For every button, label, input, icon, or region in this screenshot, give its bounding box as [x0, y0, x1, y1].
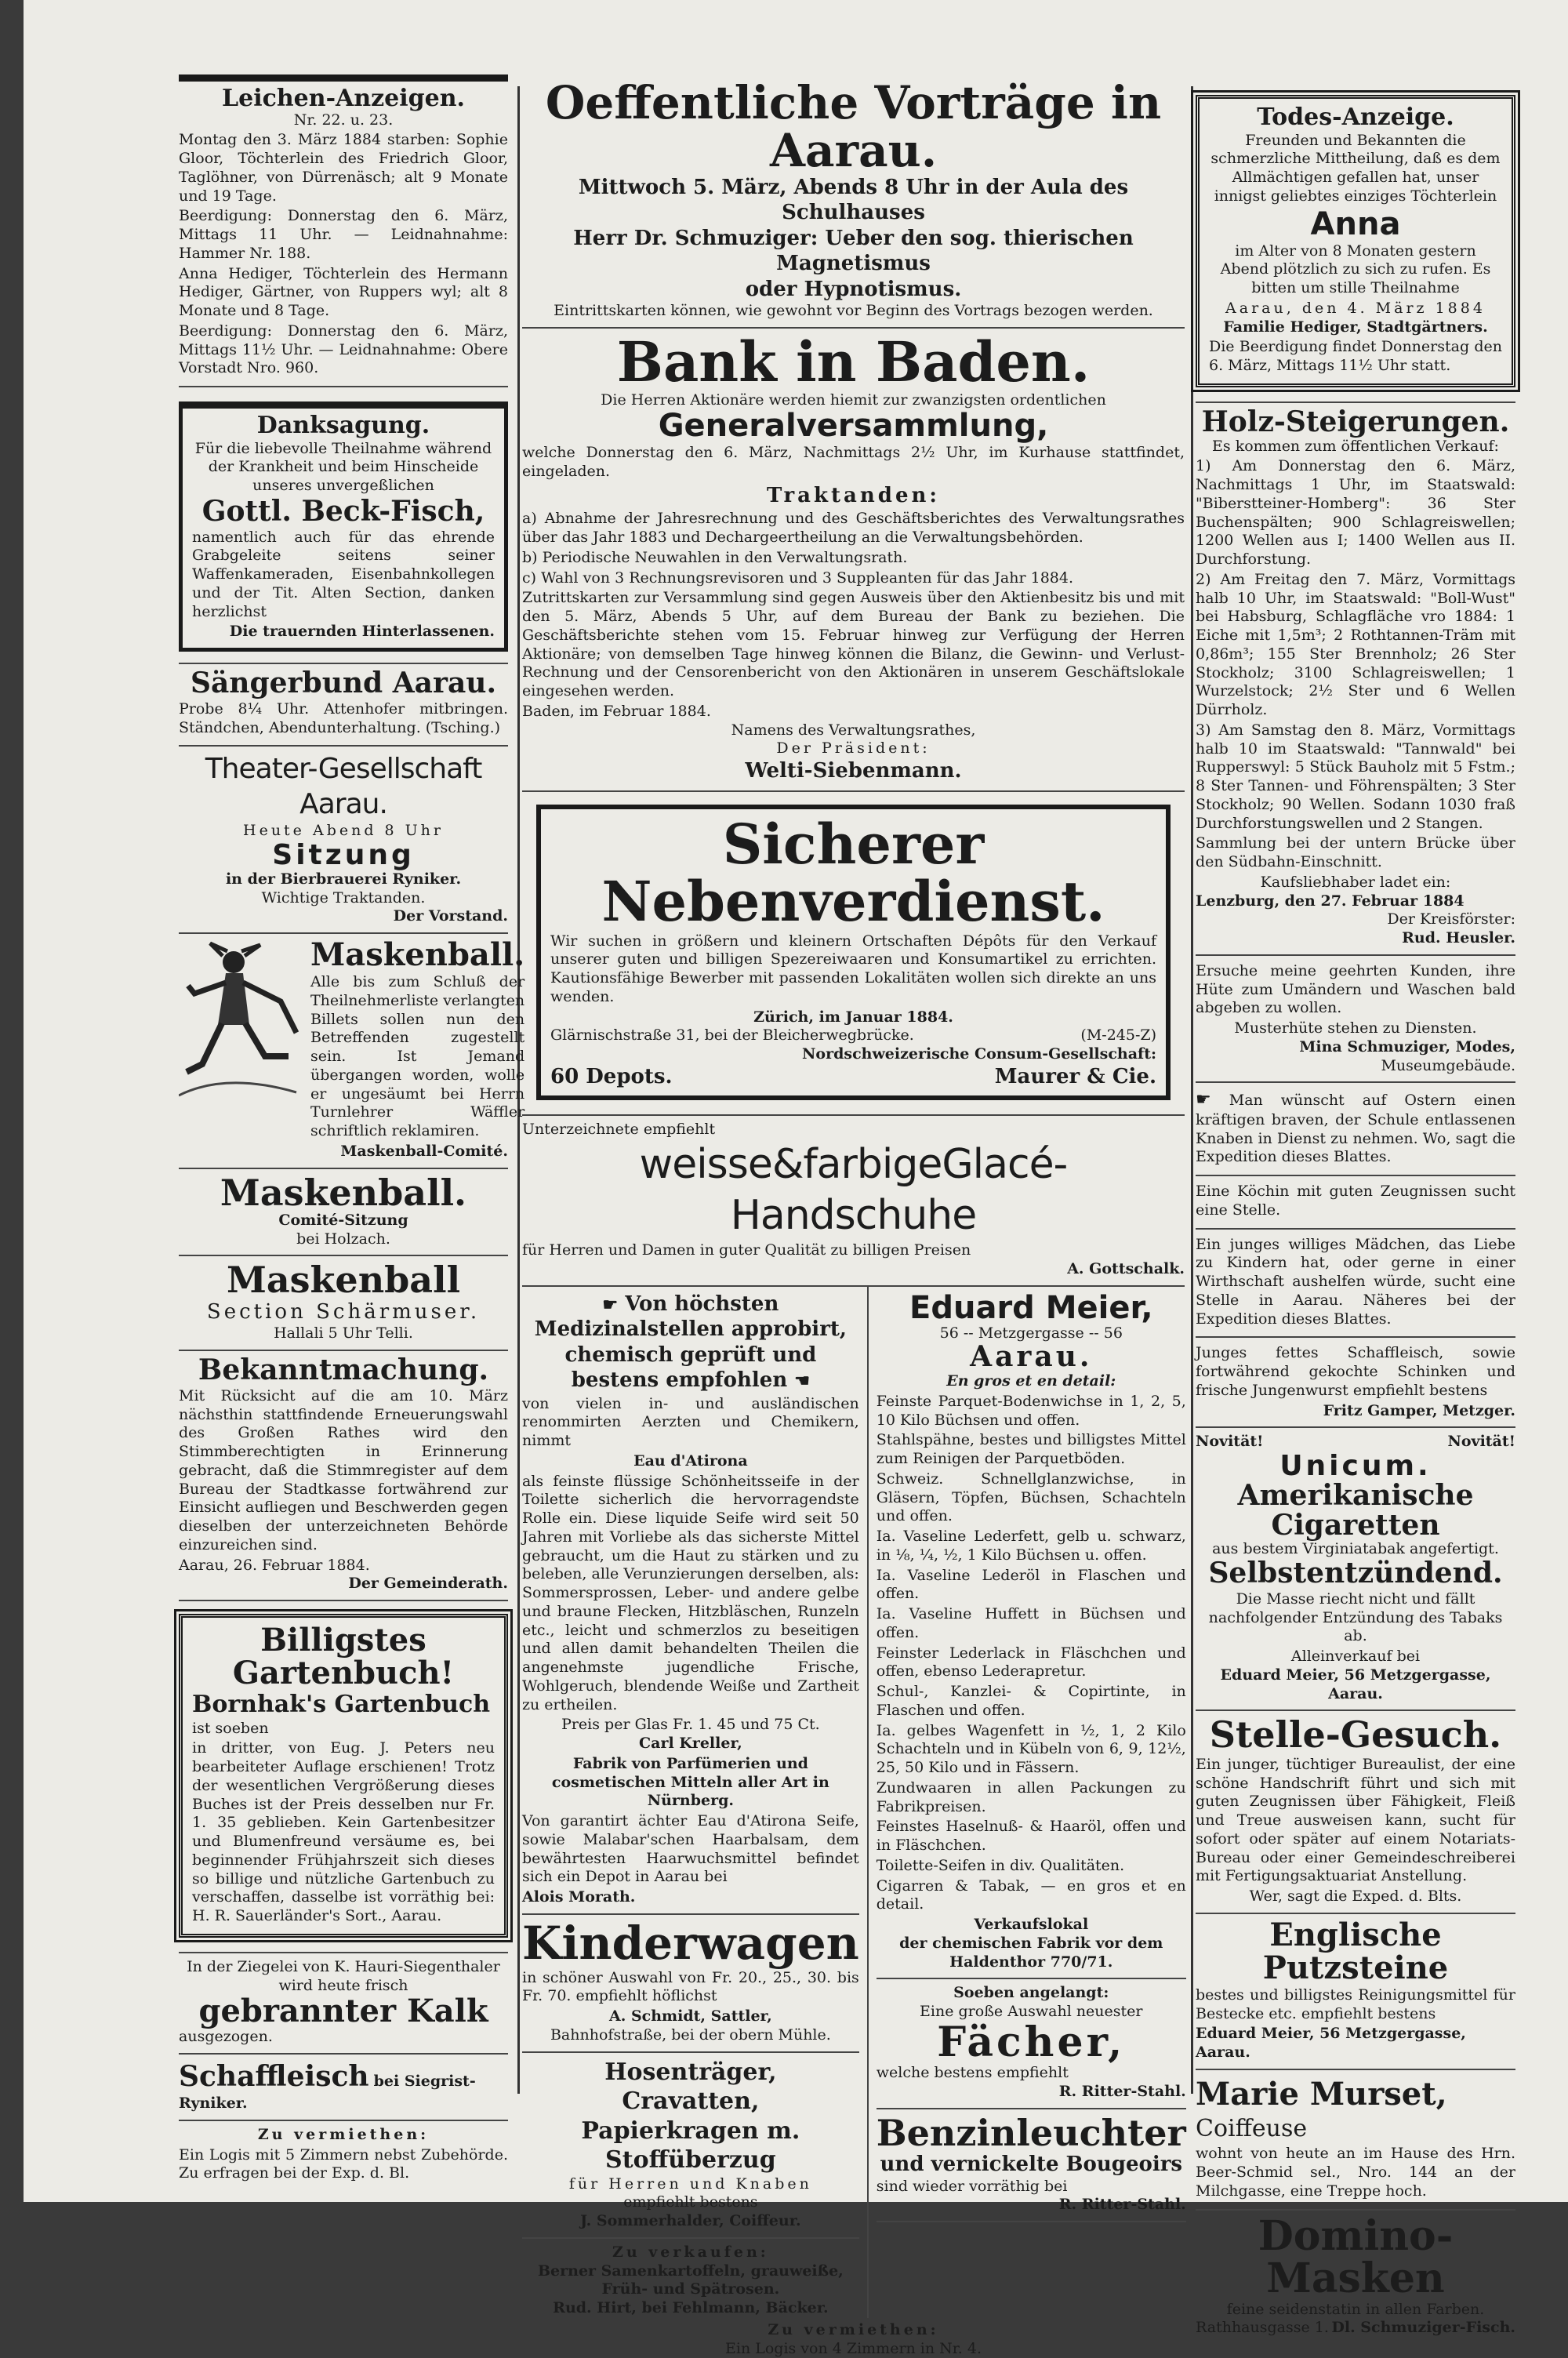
cigaretten-line-2: Selbstentzündend. — [1208, 1557, 1503, 1590]
hosen-line-1: Hosenträger, — [604, 2058, 777, 2086]
koechin-ad — [1196, 1176, 1515, 1230]
kinderwagen-address: Bahnhofstraße, bei der obern Mühle. — [550, 2026, 831, 2044]
cigaretten-ad — [1196, 1428, 1515, 1711]
leichen-title: Leichen-Anzeigen. — [222, 85, 465, 112]
todes-family: Familie Hediger, Stadtgärtners. — [1223, 318, 1488, 336]
koechin-text: Eine Köchin mit guten Zeugnissen sucht eine Stelle. — [1196, 1183, 1515, 1219]
bekanntmachung-sign: Der Gemeinderath. — [348, 1575, 508, 1593]
nebenverdienst-date: Zürich, im Januar 1884. — [753, 1008, 953, 1026]
meier-item: Ia. Vaseline Lederfett, gelb u. schwarz, in ⅛, ¼, ½, 1 Kilo Büchsen u. offen. — [876, 1528, 1186, 1564]
domino-sign: Dl. Schmuziger-Fisch. — [1331, 2319, 1515, 2337]
meier-item: Ia. Vaseline Huffett in Büchsen und offen. — [876, 1605, 1186, 1641]
maskenball-ad-1 — [179, 934, 525, 1169]
gartenbuch-title: Billigstes Gartenbuch! — [232, 1622, 455, 1692]
center-subcolumn-right — [869, 1287, 1186, 2318]
knaben-text: Man wünscht auf Ostern einen kräftigen braven, der Schule entlassenen Knaben in Dienst zu nehmen. Wo, sagt die Expedition dieses Blattes. — [1196, 1092, 1515, 1166]
cigaretten-unicum: Unicum. — [1279, 1450, 1432, 1483]
kalk-title: gebrannter Kalk — [198, 1993, 488, 2030]
kalk-line-1: In der Ziegelei von K. Hauri-Siegenthaler wird heute frisch — [187, 1957, 500, 1994]
leichen-text-1: Montag den 3. März 1884 starben: Sophie Gloor, Töchterlein des Friedrich Gloor, Taglöhner, von Dürrenäsch; alt 9 Monate und 19 Tage. — [179, 131, 508, 205]
meier-city: Aarau. — [970, 1340, 1093, 1374]
cigaretten-line-4: Alleinverkauf bei — [1290, 1648, 1421, 1666]
holz-intro: Es kommen zum öffentlichen Verkauf: — [1212, 437, 1499, 455]
holz-steigerungen-ad — [1196, 403, 1515, 956]
schaffleisch-ad — [179, 2055, 508, 2121]
leichen-text-3: Anna Hediger, Töchterlein des Hermann Hediger, Gärtner, von Ruppers wyl; alt 8 Monate und 8 Tage. — [179, 264, 508, 319]
danksagung-sign: Die trauernden Hinterlassenen. — [229, 623, 495, 641]
maskenball-1-sign: Maskenball-Comité. — [340, 1142, 508, 1160]
hosen-line-3: Papierkragen m. Stoffüberzug — [581, 2116, 800, 2175]
nebenverdienst-title: Sicherer Nebenverdienst. — [601, 811, 1105, 935]
todes-text-3: Die Beerdigung findet Donnerstag den 6. März, Mittags 11½ Uhr statt. — [1209, 338, 1502, 374]
vermieten-2-title: Zu vermiethen: — [768, 2320, 939, 2338]
bank-sign-2: Der Präsident: — [776, 739, 931, 758]
vortraege-line-2: Herr Dr. Schmuziger: Ueber den sog. thierischen Magnetismus — [573, 226, 1134, 276]
hosentraeger-ad — [522, 2053, 859, 2239]
murset-ad — [1196, 2070, 1515, 2211]
danksagung-title: Danksagung. — [256, 412, 430, 439]
putzsteine-ad — [1196, 1914, 1515, 2070]
column-left — [179, 74, 525, 2185]
bank-intro: Die Herren Aktionäre werden hiemit zur zwanzigsten ordentlichen — [601, 391, 1106, 409]
pointing-hand-icon: ☛ — [602, 1294, 619, 1315]
meier-item: Feinstes Haselnuß- & Haaröl, offen und in Fläschchen. — [876, 1818, 1186, 1855]
meier-lokal-2: der chemischen Fabrik vor dem Haldenthor 770/71. — [899, 1934, 1163, 1971]
glace-handschuhe-ad — [522, 1116, 1185, 1286]
todes-text-2: im Alter von 8 Monaten gestern Abend plötzlich zu sich zu rufen. Es bitten um stille Theilnahme — [1220, 242, 1491, 296]
gartenbuch-text: in dritter, von Eug. J. Peters neu bearbeiteter Auflage erschienen! Trotz der wesentlichen Vergrößerung dieses Buches ist der Preis desselben nur Fr. 1. 35 geblieben. Kein Gartenbesitzer und Blumenfreund versäume es, bei beginnender Frühjahrszeit sich dieses so billige und nützliche Gartenbuch zu verschaffen, dasselbe ist vorräthig bei: H. R. Sauerländer's Sort., Aarau. — [192, 1739, 495, 1925]
atirona-maker-2: Fabrik von Parfümerien und cosmetischen Mitteln aller Art in Nürnberg. — [551, 1754, 829, 1810]
bank-sign-1: Namens des Verwaltungsrathes, — [731, 721, 976, 739]
vermieten-text: Ein Logis mit 5 Zimmern nebst Zubehörde. Zu erfragen bei der Exp. d. Bl. — [179, 2145, 508, 2182]
maskenball-2-line-1: Comité-Sitzung — [278, 1211, 408, 1229]
stelle-line-2: Wer, sagt die Exped. d. Blts. — [1249, 1887, 1462, 1906]
maskenball-1-text: Alle bis zum Schluß der Theilnehmerliste verlangten Billets sollen nun den Betreffenden zugestellt sein. Ist Jemand übergangen worden, wolle er ungesäumt bei Herrn Turnlehrer Wäffler schriftlich reklamiren. — [310, 973, 525, 1140]
meier-name: Eduard Meier, — [909, 1289, 1153, 1326]
danksagung-text-2: namentlich auch für das ehrende Grabgeleite seitens seiner Waffenkameraden, Eisenbahnkollegen und der Tit. Alten Section, danken herzlichst — [192, 528, 495, 620]
bekanntmachung-date: Aarau, 26. Februar 1884. — [179, 1556, 370, 1574]
huete-text: Ersuche meine geehrten Kunden, ihre Hüte zum Umändern und Waschen bald abgeben zu wollen. — [1196, 961, 1515, 1017]
column-rule-right — [1191, 86, 1193, 2094]
meier-item: Stahlspähne, bestes und billigstes Mittel zum Reinigen der Parquetböden. — [876, 1431, 1186, 1468]
meier-item: Feinster Lederlack in Fläschchen und offen, ebenso Lederapretur. — [876, 1644, 1186, 1680]
bank-generalversammlung: Generalversammlung, — [658, 408, 1049, 445]
murset-title: Marie Murset, — [1196, 2075, 1447, 2113]
kalk-ad — [179, 1953, 508, 2055]
meier-item: Ia. Vaseline Lederöl in Flaschen und offen. — [876, 1566, 1186, 1603]
meier-item: Schul-, Kanzlei- & Copirtinte, in Flaschen und offen. — [876, 1683, 1186, 1719]
benzin-title: Benzinleuchter — [876, 2111, 1186, 2154]
benzin-line-1: und vernickelte Bougeoirs — [880, 2153, 1183, 2177]
schaffleisch-2-text: Junges fettes Schaffleisch, sowie fortwährend gekochte Schinken und frische Jungenwurst empfiehlt bestens — [1196, 1344, 1515, 1399]
maskenball-3-line-1: Section Schärmuser. — [206, 1299, 481, 1324]
huete-sign: Mina Schmuziger, Modes, — [1299, 1037, 1515, 1055]
gartenbuch-box — [179, 1614, 508, 1938]
verkaufen-sign: Rud. Hirt, bei Fehlmann, Bäcker. — [553, 2299, 829, 2317]
nebenverdienst-depots: 60 Depots. — [550, 1064, 673, 1088]
huete-ad — [1196, 956, 1515, 1084]
vortraege-line-3: oder Hypnotismus. — [745, 277, 962, 301]
faecher-line-2: Eine große Auswahl neuester — [920, 2003, 1143, 2021]
center-subcolumns — [522, 1287, 1185, 2318]
putz-text: bestes und billigstes Reinigungsmittel für Bestecke etc. empfiehlt bestens — [1196, 1986, 1515, 2022]
nebenverdienst-firm: Nordschweizerische Consum-Gesellschaft: — [802, 1045, 1156, 1063]
nebenverdienst-ad — [522, 792, 1185, 1117]
bank-date: Baden, im Februar 1884. — [522, 702, 711, 720]
theater-title: Theater-Gesellschaft Aarau. — [205, 753, 482, 821]
danksagung-ad — [179, 387, 508, 664]
bank-trakt-a: a) Abnahme der Jahresrechnung und des Geschäftsberichtes des Verwaltungsrathes über das Jahr 1883 und Dechargeertheilung an die Verwaltungsbehörden. — [522, 510, 1185, 547]
meier-item: Zundwaaren in allen Packungen zu Fabrikpreisen. — [876, 1778, 1186, 1815]
nebenverdienst-box — [536, 805, 1171, 1101]
atirona-title: Von höchsten Medizinalstellen approbirt, chemisch geprüft und bestens empfohlen — [534, 1292, 847, 1393]
todes-name: Anna — [1310, 205, 1401, 242]
nebenverdienst-firm-2: Maurer & Cie. — [994, 1064, 1156, 1088]
bank-traktanden: Traktanden: — [767, 483, 940, 507]
murset-text: wohnt von heute an im Hause des Hrn. Beer-Schmid sel., Nro. 144 an der Milchgasse, eine Treppe hoch. — [1196, 2145, 1515, 2200]
bank-baden-ad — [522, 329, 1185, 792]
schaffleisch-2-sign: Fritz Gamper, Metzger. — [1323, 1401, 1515, 1419]
pointing-hand-icon-3: ☛ — [1196, 1090, 1211, 1110]
benzinleuchter-ad — [877, 2109, 1186, 2222]
leichen-text-2: Beerdigung: Donnerstag den 6. März, Mittags 11 Uhr. — Leidnahnahme: Hammer Nr. 188. — [179, 207, 508, 262]
vermieten-title: Zu vermiethen: — [257, 2125, 430, 2143]
atirona-price: Preis per Glas Fr. 1. 45 und 75 Ct. — [561, 1716, 820, 1734]
saengerbund-title: Sängerbund Aarau. — [190, 667, 497, 700]
theater-line-4: Wichtige Traktanden. — [261, 888, 426, 907]
holz-text-1: 1) Am Donnerstag den 6. März, Nachmittags 1 Uhr, im Staatswald: "Biberstteiner-Homberg": 36 Ster Buchenspälten; 900 Schlagreiswellen; 1200 Wellen aus I; 1400 Wellen aus II. Durchforstung. — [1196, 457, 1515, 569]
glace-sign: A. Gottschalk. — [1067, 1259, 1185, 1277]
kinderwagen-ad — [522, 1915, 859, 2053]
glace-title: weisse&farbigeGlacé-Handschuhe — [639, 1141, 1068, 1240]
huete-text-2: Musterhüte stehen zu Diensten. — [1234, 1019, 1477, 1037]
todes-title: Todes-Anzeige. — [1257, 104, 1454, 131]
cigaretten-title: Amerikanische Cigaretten — [1237, 1478, 1474, 1542]
vermieten-2-ad — [522, 2318, 1185, 2358]
atirona-body: als feinste flüssige Schönheitsseife in der Toilette sicherlich die hervorragendste Rolle ein. Diese liquide Seife wird seit 50 Jahren mit Vorliebe als das sicherste Mittel gebraucht, um die Haut zu stärken und zu beleben, alle Verunzierungen derselben, als: Sommersprossen, Leber- und andere gelbe und braune Flecken, Hitzbläschen, Runzeln etc., leicht und schmerzlos zu beseitigen und allen damit behandelten Theilen die angenehmste jugendliche Frische, Wohlgeruch, blendende Weiße und Zartheit zu ertheilen. — [522, 1472, 859, 1713]
atirona-depot: Alois Morath. — [522, 1888, 636, 1906]
vortraege-ad — [522, 74, 1185, 329]
theater-sitzung: Sitzung — [272, 839, 415, 872]
meier-lokal-1: Verkaufslokal — [974, 1916, 1089, 1934]
domino-line-1: feine seidenstatin in allen Farben. — [1226, 2300, 1485, 2318]
glace-intro: Unterzeichnete empfiehlt — [522, 1121, 716, 1139]
verkaufen-title: Zu verkaufen: — [612, 2243, 769, 2261]
danksagung-box — [179, 401, 508, 652]
vermieten-ad — [179, 2121, 508, 2183]
gartenbuch-subtitle: Bornhak's Gartenbuch — [192, 1691, 491, 1719]
novitaet-1: Novität! — [1196, 1433, 1264, 1451]
meier-item: Schweiz. Schnellglanzwichse, in Gläsern, Töpfen, Büchsen, Schachteln und offen. — [876, 1470, 1186, 1525]
kinderwagen-sign: A. Schmidt, Sattler, — [608, 2007, 772, 2026]
holz-text-4: Sammlung bei der untern Brücke über den Südbahn-Einschnitt. — [1196, 834, 1515, 871]
center-subcolumn-left — [522, 1287, 869, 2318]
meier-item: Toilette-Seifen in div. Qualitäten. — [876, 1856, 1125, 1874]
faecher-title: Fächer, — [937, 2018, 1126, 2066]
meier-item: Cigarren & Tabak, — en gros et en detail. — [876, 1877, 1186, 1913]
maedchen-ad — [1196, 1230, 1515, 1339]
domino-title: Domino-Masken — [1258, 2211, 1454, 2303]
eduard-meier-ad — [877, 1287, 1186, 1980]
faecher-ad — [877, 1979, 1186, 2109]
bank-text-1: welche Donnerstag den 6. März, Nachmittags 2½ Uhr, im Kurhause stattfindet, eingeladen. — [522, 444, 1185, 481]
faecher-line-1: Soeben angelangt: — [953, 1984, 1109, 2002]
verkaufen-line-1: Berner Samenkartoffeln, grauweiße, Früh- und Spätrosen. — [537, 2262, 844, 2298]
danksagung-text-1: Für die liebevolle Theilnahme während der Krankheit und beim Hinscheide unseres unvergeßlichen — [194, 439, 492, 494]
maskenball-3-line-2: Hallali 5 Uhr Telli. — [274, 1324, 413, 1342]
huete-address: Museumgebäude. — [1381, 1056, 1515, 1074]
schaffleisch-2-ad — [1196, 1338, 1515, 1428]
holz-sign-1: Der Kreisförster: — [1387, 910, 1515, 928]
glace-line-1: für Herren und Damen in guter Qualität zu billigen Preisen — [522, 1241, 971, 1259]
atirona-text: von vielen in- und ausländischen renommirten Aerzten und Chemikern, nimmt — [522, 1394, 859, 1450]
saengerbund-ad — [179, 664, 508, 747]
stelle-title: Stelle-Gesuch. — [1209, 1713, 1502, 1757]
maskenball-1-title: Maskenball. — [310, 936, 525, 974]
holz-text-5: Kaufsliebhaber ladet ein: — [1260, 873, 1451, 891]
vortraege-line-4: Eintrittskarten können, wie gewohnt vor Beginn des Vortrags bezogen werden. — [554, 302, 1153, 320]
todes-anzeige-ad — [1196, 74, 1515, 403]
nebenverdienst-address: Glärnischstraße 31, bei der Bleicherwegbrücke. — [550, 1026, 914, 1045]
bank-sign-3: Welti-Siebenmann. — [745, 759, 962, 783]
bank-title: Bank in Baden. — [616, 329, 1091, 395]
holz-date: Lenzburg, den 27. Februar 1884 — [1196, 892, 1465, 910]
domino-ad — [1196, 2211, 1515, 2338]
todes-text: Freunden und Bekannten die schmerzliche Mittheilung, daß es dem Allmächtigen gefallen hat, unser innigst geliebtes einziges Töchterlein — [1210, 131, 1501, 205]
atirona-name: Eau d'Atirona — [633, 1451, 748, 1470]
holz-text-2: 2) Am Freitag den 7. März, Vormittags halb 10 Uhr, im Staatswald: "Boll-Wust" bei Habsburg, Schlagfläche vro 1884: 1 Eiche mit 1,5m³; 2 Rothtannen-Träm mit 0,86m³; 155 Ster Brennholz; 26 Ster Stockholz; 3100 Schlagreiswellen; 1 Wurzelstock; 2½ Ster und 6 Wellen Dürrholz. — [1196, 570, 1515, 719]
bank-trakt-b: b) Periodische Neuwahlen in den Verwaltungsrath. — [522, 548, 908, 566]
meier-item-list — [877, 1393, 1186, 1914]
maedchen-text: Ein junges williges Mädchen, das Liebe zu Kindern hat, oder gerne in einer Wirthschaft aushelfen würde, sucht eine Stelle in Aarau. Näheres bei der Expedition dieses Blattes. — [1196, 1235, 1515, 1328]
holz-sign-2: Rud. Heusler. — [1402, 929, 1515, 947]
maskenball-3-title: Maskenball — [226, 1259, 461, 1302]
domino-line-2: Rathhausgasse 1. — [1196, 2319, 1329, 2337]
knaben-ad — [1196, 1083, 1515, 1176]
faecher-line-3: welche bestens empfiehlt — [876, 2064, 1069, 2082]
vortraege-line-1: Mittwoch 5. März, Abends 8 Uhr in der Aula des Schulhauses — [578, 175, 1129, 225]
bekanntmachung-text: Mit Rücksicht auf die am 10. März nächsthin stattfindende Erneuerungswahl des Großen Rathes wird den Stimmberechtigten in Erinnerung gebracht, daß die Stimmregister auf dem Bureau der Stadtkasse fortwährend zur Einsicht aufliegen und Beschwerden gegen dieselben der unterzeichneten Behörde einzureichen sind. — [179, 1386, 508, 1553]
kalk-line-2: ausgezogen. — [179, 2028, 273, 2046]
kinderwagen-text: in schöner Auswahl von Fr. 20., 25., 30. bis Fr. 70. empfiehlt höflichst — [522, 1968, 859, 2005]
benzin-line-2: sind wieder vorräthig bei — [876, 2177, 1068, 2195]
stelle-text: Ein junger, tüchtiger Bureaulist, der eine schöne Handschrift führt und sich mit guten Zeugnissen über Fähigkeit, Fleiß und Treue ausweisen kann, sucht für sofort oder später auf einem Notariats-Bureau oder einer Gemeindeschreiberei mit Fertigungsaktuariat Anstellung. — [1196, 1755, 1515, 1885]
putz-title: Englische Putzsteine — [1262, 1916, 1449, 1986]
meier-item: Ia. gelbes Wagenfett in ½, 1, 2 Kilo Schachteln und in Kübeln von 6, 9, 12½, 25, 50 Kilo und in Fässern. — [876, 1721, 1186, 1777]
benzin-sign: R. Ritter-Stahl. — [1058, 2196, 1186, 2214]
leichen-nr: Nr. 22. u. 23. — [293, 111, 394, 129]
danksagung-name: Gottl. Beck-Fisch, — [201, 494, 485, 528]
holz-text-3: 3) Am Samstag den 8. März, Vormittags halb 10 im Staatswald: "Tannwald" bei Rupperswyl: 5 Stück Bauholz mit 5 Fstm.; 8 Ster Tannen- und Föhrenspälten; 3 Ster Stockholz; 90 Wellen. Sodann 1030 fraß Durchforstungswellen und 2 Stangen. — [1196, 721, 1515, 832]
schaffleisch-text: bei Siegrist-Ryniker. — [179, 2073, 476, 2113]
faecher-sign: R. Ritter-Stahl. — [1058, 2083, 1186, 2101]
stelle-gesuch-ad — [1196, 1711, 1515, 1913]
pointing-hand-icon-2: ☚ — [794, 1371, 811, 1392]
saengerbund-text: Probe 8¼ Uhr. Attenhofer mitbringen. Ständchen, Abendunterhaltung. (Tsching.) — [179, 699, 508, 736]
atirona-maker: Carl Kreller, — [639, 1735, 742, 1753]
theater-line-1: Heute Abend 8 Uhr — [243, 822, 444, 840]
vortraege-title: Oeffentliche Vorträge in Aarau. — [545, 76, 1162, 177]
theater-sign: Der Vorstand. — [393, 907, 508, 925]
bank-trakt-c: c) Wahl von 3 Rechnungsrevisoren und 3 Suppleanten für das Jahr 1884. — [522, 569, 1073, 587]
vermieten-2-text: Ein Logis von 4 Zimmern in Nr. 4. — [725, 2339, 982, 2357]
meier-subtitle: En gros et en detail: — [946, 1372, 1116, 1390]
hosen-sign: J. Sommerhalder, Coiffeur. — [580, 2212, 801, 2230]
meier-address: 56 -- Metzgergasse -- 56 — [939, 1324, 1123, 1342]
leichen-anzeigen-ad — [179, 74, 508, 387]
meier-item: Feinste Parquet-Bodenwichse in 1, 2, 5, 10 Kilo Büchsen und offen. — [876, 1392, 1186, 1429]
cigaretten-sign: Eduard Meier, 56 Metzgergasse, Aarau. — [1220, 1666, 1491, 1702]
kinderwagen-title: Kinderwagen — [522, 1916, 859, 1970]
leichen-text-4: Beerdigung: Donnerstag den 6. März, Mittags 11½ Uhr. — Leidnahnahme: Obere Vorstadt Nro. 960. — [179, 322, 508, 377]
maskenball-ad-3 — [179, 1256, 508, 1351]
maskenball-2-line-2: bei Holzach. — [296, 1230, 390, 1248]
verkaufen-ad — [522, 2239, 859, 2318]
holz-title: Holz-Steigerungen. — [1201, 405, 1510, 438]
cigaretten-line-3: Die Masse riecht nicht und fällt nachfolgender Entzündung des Tabaks ab. — [1208, 1590, 1503, 1645]
hosen-line-2: Cravatten, — [622, 2087, 760, 2116]
cigaretten-line-1: aus bestem Virginiatabak angefertigt. — [1212, 1540, 1499, 1558]
atirona-depot-text: Von garantirt ächter Eau d'Atirona Seife, sowie Malabar'schen Haarbalsam, dem bewährtesten Haarwuchsmittel befindet sich ein Depot in Aarau bei — [522, 1812, 859, 1886]
novitaet-2: Novität! — [1447, 1433, 1515, 1451]
maskenball-ad-2 — [179, 1169, 508, 1257]
todes-box — [1196, 95, 1515, 387]
putz-sign: Eduard Meier, 56 Metzgergasse, Aarau. — [1196, 2025, 1466, 2062]
schaffleisch-title: Schaffleisch — [179, 2060, 369, 2094]
bank-text-2: Zutrittskarten zur Versammlung sind gegen Ausweis über den Aktienbesitz bis und mit den 5. März, Abends 5 Uhr, auf dem Bureau der Bank zu beziehen. Die Geschäftsberichte stehen vom 15. Februar hinweg zur Verfügung der Herren Aktionäre; von demselben Tage hinweg können die Bilanz, die Gewinn- und Verlust-Rechnung und der Censorenbericht von den Aktionären in unserem Geschäftslokale eingesehen werden. — [522, 589, 1185, 700]
gartenbuch-ist-soeben: ist soeben — [192, 1719, 269, 1737]
hosen-line-4: für Herren und Knaben — [568, 2175, 812, 2193]
atirona-ad — [522, 1287, 859, 1915]
theater-ad — [179, 747, 508, 934]
gartenbuch-ad — [179, 1601, 508, 1953]
theater-line-3: in der Bierbrauerei Ryniker. — [225, 870, 462, 888]
todes-date: Aarau, den 4. März 1884 — [1225, 299, 1486, 317]
column-center — [522, 74, 1185, 2358]
column-right — [1196, 74, 1515, 2338]
hosen-line-5: empfiehlt bestens — [623, 2193, 758, 2211]
bekanntmachung-ad — [179, 1351, 508, 1601]
maskenball-2-title: Maskenball. — [220, 1171, 467, 1214]
murset-subtitle: Coiffeuse — [1196, 2114, 1308, 2142]
nebenverdienst-text: Wir suchen in größern und kleinern Ortschaften Dépôts für den Verkauf unserer guten und billigen Spezereiwaaren und Konsumartikel zu errichten. Kautionsfähige Bewerber mit passenden Lokalitäten wollen sich direkte an uns wenden. — [550, 932, 1156, 1005]
nebenverdienst-code: (M-245-Z) — [1080, 1026, 1156, 1045]
bekanntmachung-title: Bekanntmachung. — [198, 1353, 489, 1386]
jester-illustration — [179, 939, 304, 1143]
